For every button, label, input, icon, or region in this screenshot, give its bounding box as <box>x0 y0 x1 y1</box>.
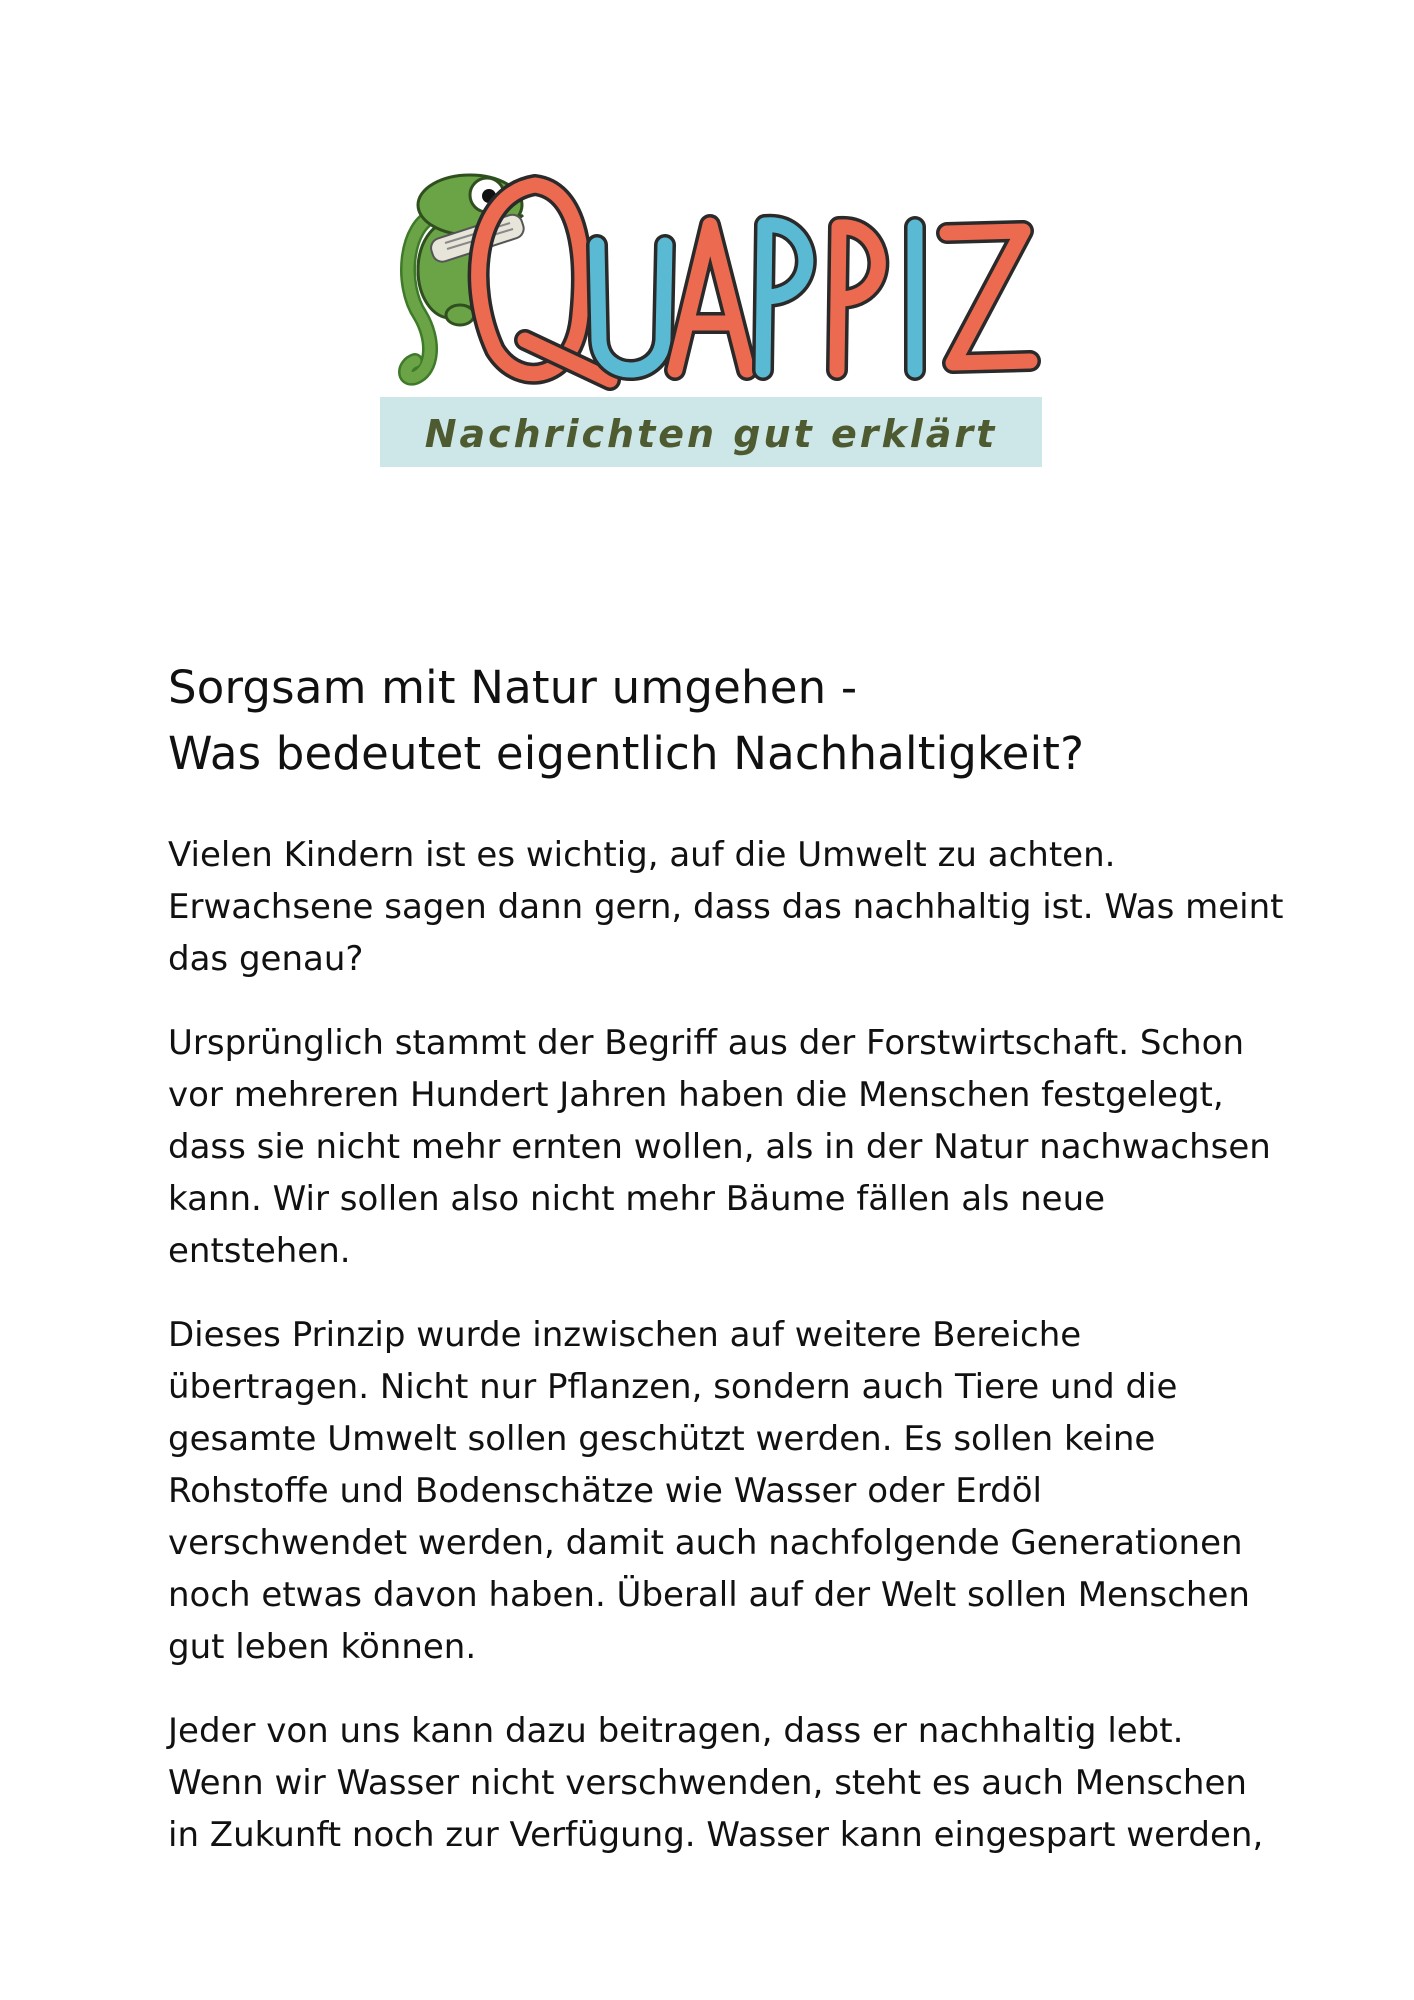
paragraph-1: Vielen Kindern ist es wichtig, auf die Umwelt zu achten. Erwachsene sagen dann gern, dass das nachhaltig ist. Was meint das genau? <box>168 835 1284 979</box>
logo-wordmark <box>479 185 1030 380</box>
paragraph-2: Ursprünglich stammt der Begriff aus der Forstwirtschaft. Schon vor mehreren Hundert Jahren haben die Menschen festgelegt, dass sie nicht mehr ernten wollen, als in der Natur nachwachsen kann. Wir sollen also nicht mehr Bäume fällen als neue entstehen. <box>168 1023 1271 1271</box>
logo-graphic <box>375 165 1045 475</box>
article-title-line-1: Sorgsam mit Natur umgehen - <box>168 661 858 714</box>
paragraph-3: Dieses Prinzip wurde inzwischen auf weitere Bereiche übertragen. Nicht nur Pflanzen, sondern auch Tiere und die gesamte Umwelt sollen geschützt werden. Es sollen keine Rohstoffe und Bodenschätze wie Wasser oder Erdöl verschwendet werden, damit auch nachfolgende Generationen noch etwas davon haben. Überall auf der Welt sollen Menschen gut leben können. <box>168 1315 1250 1667</box>
article <box>168 655 1288 1893</box>
article-title-line-2: Was bedeutet eigentlich Nachhaltigkeit? <box>168 727 1085 780</box>
paragraph-4: Jeder von uns kann dazu beitragen, dass er nachhaltig lebt. Wenn wir Wasser nicht verschwenden, steht es auch Menschen in Zukunft noch zur Verfügung. Wasser kann eingespart werden, <box>168 1711 1264 1855</box>
quappiz-logo <box>375 165 1045 475</box>
article-title <box>168 655 1288 787</box>
logo-tagline: Nachrichten gut erklärt <box>424 412 998 456</box>
